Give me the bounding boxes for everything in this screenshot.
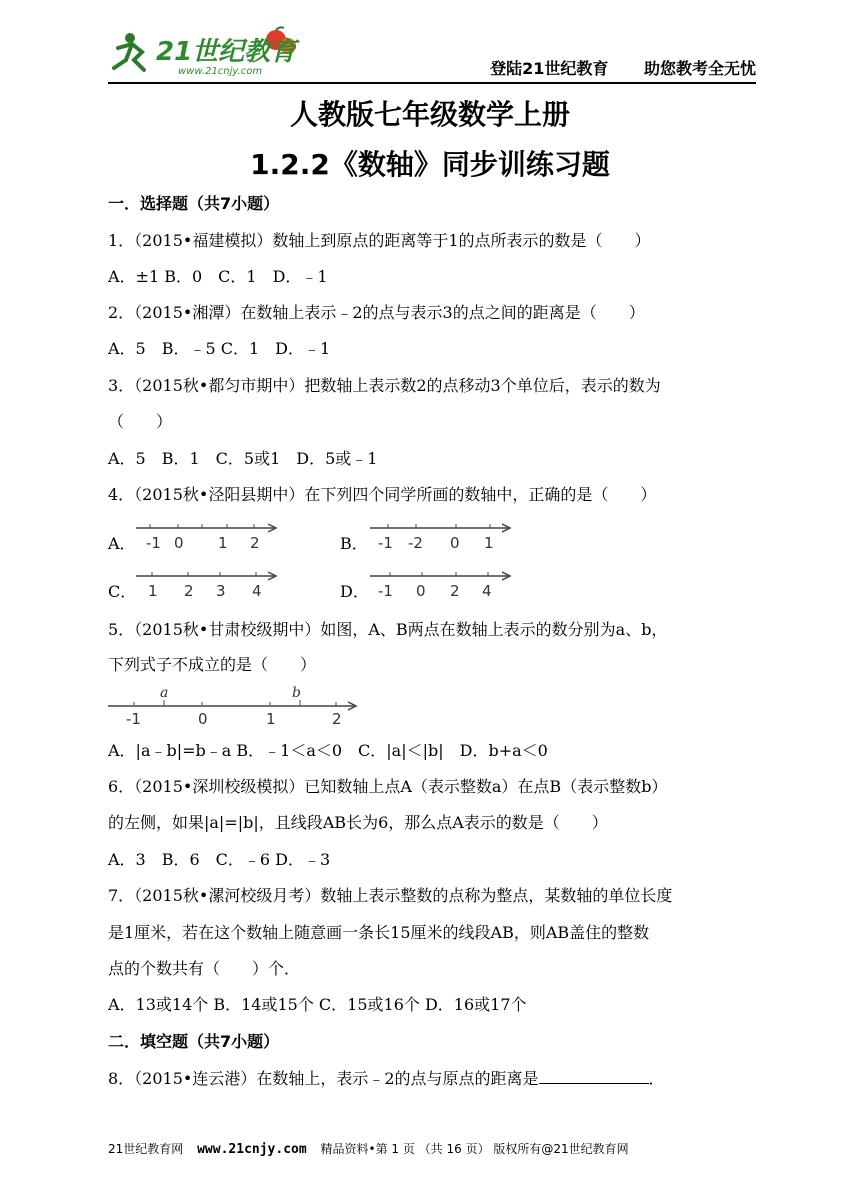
- q4-axis-a-tick-2: 0: [174, 534, 184, 552]
- q4-axis-a-tick-4: 2: [250, 534, 260, 552]
- q2-options: A．5 B．﹣5 C．1 D．﹣1: [108, 339, 331, 358]
- q5-number-line: [108, 686, 360, 726]
- q4-axis-b-tick-1: -1: [378, 534, 393, 552]
- q1-options: A．±1 B．0 C．1 D．﹣1: [108, 267, 328, 286]
- q5-stem-line1: 5．（2015秋•甘肃校级期中）如图，A、B两点在数轴上表示的数分别为a、b，: [108, 620, 668, 639]
- q5-point-b-label: b: [292, 686, 301, 701]
- q2-stem: 2．（2015•湘潭）在数轴上表示﹣2的点与表示3的点之间的距离是（ ）: [108, 303, 645, 322]
- header-divider: [108, 82, 756, 84]
- q4-axis-d-tick-1: -1: [378, 582, 393, 600]
- page-header: [108, 26, 756, 80]
- q4-option-b-label: B．: [340, 534, 368, 553]
- q5-tick-2: 2: [332, 710, 342, 726]
- section-heading-choice: 一．选择题（共7小题）: [108, 194, 280, 213]
- logo-text: 21世纪教育: [156, 37, 297, 67]
- q8-answer-blank[interactable]: [539, 1067, 649, 1084]
- q4-axis-d-tick-3: 2: [450, 582, 460, 600]
- q5-point-a-label: a: [160, 686, 169, 701]
- footer-right: 精品资料•第 1 页 （共 16 页） 版权所有@21世纪教育网: [320, 1142, 629, 1156]
- q4-axis-b-tick-4: 1: [484, 534, 494, 552]
- q4-axis-d-tick-2: 0: [416, 582, 426, 600]
- q3-options: A．5 B．1 C．5或1 D．5或﹣1: [108, 449, 378, 468]
- q1-stem: 1．（2015•福建模拟）数轴上到原点的距离等于1的点所表示的数是（ ）: [108, 231, 651, 250]
- q4-axis-b-tick-2: -2: [408, 534, 423, 552]
- q4-axis-c: [136, 568, 280, 602]
- q4-axis-c-tick-4: 4: [252, 582, 262, 600]
- q4-option-a-label: A．: [108, 534, 136, 553]
- document-subtitle: 1.2.2《数轴》同步训练习题: [250, 148, 610, 181]
- q4-axis-a-tick-3: 1: [218, 534, 228, 552]
- q4-axis-c-tick-3: 3: [216, 582, 226, 600]
- q7-options: A．13或14个 B．14或15个 C．15或16个 D．16或17个: [108, 995, 527, 1014]
- footer-left: 21世纪教育网: [108, 1142, 184, 1156]
- q3-stem-line2: （ ）: [108, 412, 173, 431]
- q4-option-c-label: C．: [108, 582, 137, 601]
- q5-tick-minus1: -1: [126, 710, 141, 726]
- q5-tick-0: 0: [198, 710, 208, 726]
- slogan-tagline: 助您教考全无忧: [643, 59, 756, 78]
- logo-icon: [108, 26, 308, 78]
- q5-stem-line2: 下列式子不成立的是（ ）: [108, 655, 317, 674]
- q7-stem-line1: 7．（2015秋•漯河校级月考）数轴上表示整数的点称为整点，某数轴的单位长度: [108, 886, 673, 905]
- q7-stem-line3: 点的个数共有（ ）个．: [108, 959, 301, 978]
- q6-options: A．3 B．6 C．﹣6 D．﹣3: [108, 850, 331, 869]
- q5-tick-1: 1: [266, 710, 276, 726]
- q4-stem: 4．（2015秋•泾阳县期中）在下列四个同学所画的数轴中，正确的是（ ）: [108, 485, 657, 504]
- logo-url: www.21cnjy.com: [178, 66, 263, 77]
- q4-option-d-label: D．: [340, 582, 369, 601]
- q4-axis-d: [370, 568, 514, 602]
- q4-axis-a-tick-1: -1: [146, 534, 161, 552]
- q4-axis-c-tick-2: 2: [184, 582, 194, 600]
- slogan-login: 登陆21世纪教育: [490, 59, 609, 78]
- header-slogan: [490, 56, 756, 79]
- q6-stem-line1: 6．（2015•深圳校级模拟）已知数轴上点A（表示整数a）在点B（表示整数b）: [108, 777, 668, 796]
- q5-options: A．|a﹣b|=b﹣a B．﹣1＜a＜0 C．|a|＜|b| D．b+a＜0: [108, 741, 548, 760]
- q7-stem-line2: 是1厘米，若在这个数轴上随意画一条长15厘米的线段AB，则AB盖住的整数: [108, 923, 650, 942]
- q8-stem: 8．（2015•连云港）在数轴上，表示﹣2的点与原点的距离是: [108, 1069, 539, 1088]
- q4-axis-d-tick-4: 4: [482, 582, 492, 600]
- q3-stem-line1: 3．（2015秋•都匀市期中）把数轴上表示数2的点移动3个单位后，表示的数为: [108, 376, 661, 395]
- q4-axis-b: [370, 520, 514, 554]
- q4-axis-c-tick-1: 1: [148, 582, 158, 600]
- page-footer: [108, 1140, 629, 1157]
- q6-stem-line2: 的左侧，如果|a|=|b|，且线段AB长为6，那么点A表示的数是（ ）: [108, 813, 608, 832]
- q8-line: [108, 1067, 665, 1090]
- section-heading-fill: 二．填空题（共7小题）: [108, 1032, 280, 1051]
- q4-axis-a: [136, 520, 280, 554]
- document-title: 人教版七年级数学上册: [289, 98, 570, 131]
- q8-end: ．: [648, 1069, 665, 1088]
- q4-axis-b-tick-3: 0: [450, 534, 460, 552]
- footer-site-link[interactable]: www.21cnjy.com: [197, 1142, 307, 1157]
